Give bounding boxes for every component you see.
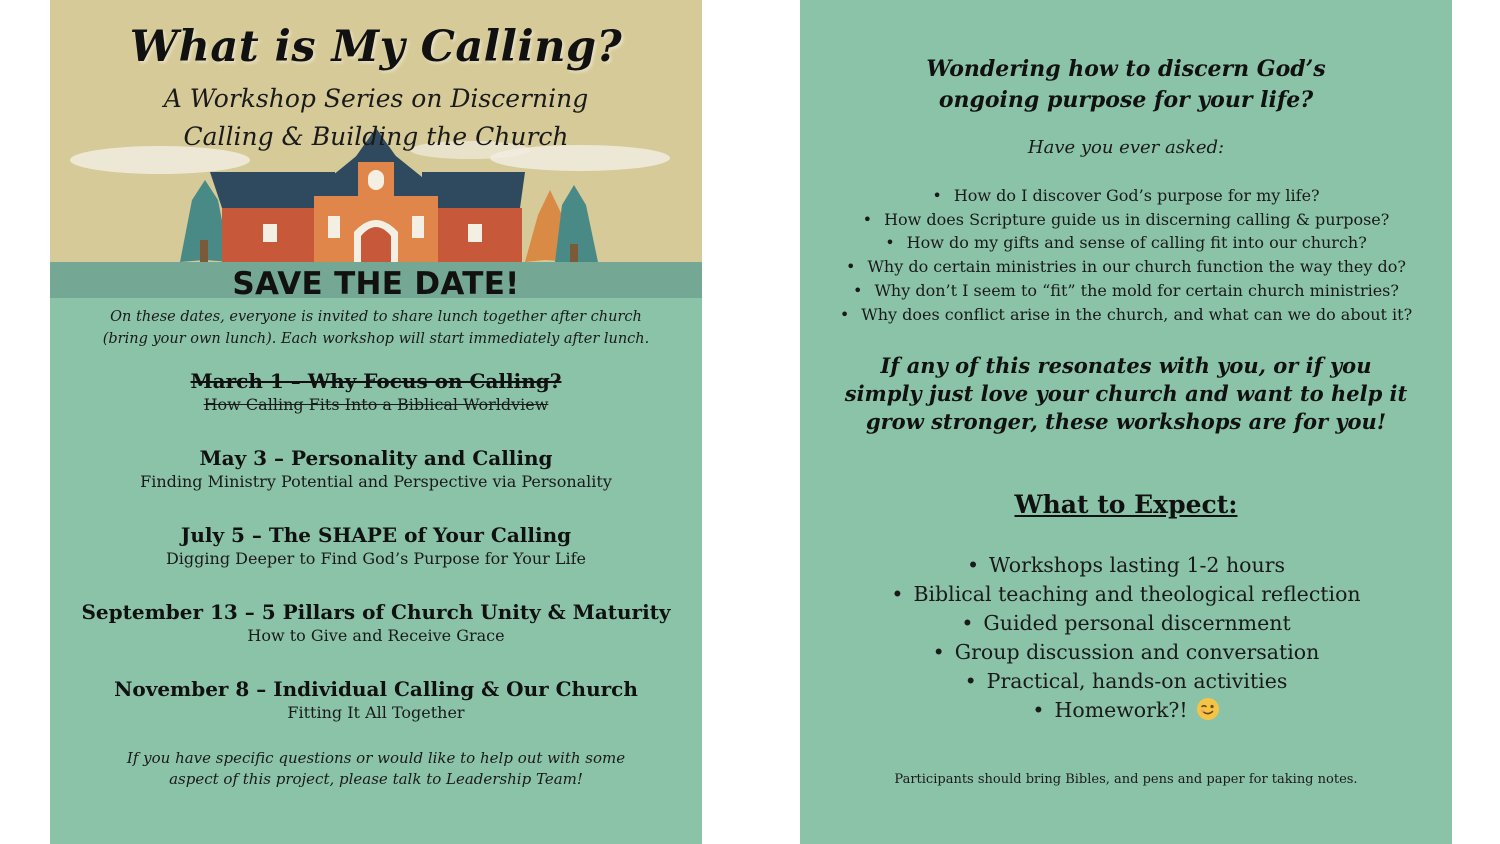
event-item <box>50 676 702 724</box>
back-heading-line1: Wondering how to discern God’s <box>926 56 1326 82</box>
save-the-date-heading: SAVE THE DATE! <box>232 266 520 302</box>
event-item <box>50 445 702 493</box>
event-title: May 3 – Personality and Calling <box>199 446 553 470</box>
event-title: September 13 – 5 Pillars of Church Unity & Maturity <box>81 600 671 624</box>
intro-text: On these dates, everyone is invited to share lunch together after church (bring your own lunch). Each workshop will start immediately after lunch. <box>102 309 650 347</box>
flyer-subtitle-line2: Calling & Building the Church <box>183 122 569 151</box>
list-item: • How do my gifts and sense of calling fit into our church? <box>800 231 1452 255</box>
event-title: November 8 – Individual Calling & Our Church <box>114 677 638 701</box>
flyer-front <box>50 0 702 844</box>
list-item-homework <box>800 696 1452 725</box>
contact-note: If you have specific questions or would like to help out with some aspect of this project, please talk to Leadership Team! <box>126 749 626 788</box>
list-item: • Group discussion and conversation <box>800 638 1452 667</box>
list-item: • Why don’t I seem to “fit” the mold for certain church ministries? <box>800 279 1452 303</box>
list-item: • Why do certain ministries in our church function the way they do? <box>800 255 1452 279</box>
winking-face-icon <box>1196 697 1220 721</box>
event-title: July 5 – The SHAPE of Your Calling <box>180 523 572 547</box>
list-item: • How does Scripture guide us in discerning calling & purpose? <box>800 208 1452 232</box>
questions-list <box>800 184 1452 326</box>
list-item: • How do I discover God’s purpose for my life? <box>800 184 1452 208</box>
event-title: March 1 – Why Focus on Calling? <box>190 369 562 393</box>
event-subtitle: Fitting It All Together <box>287 703 465 722</box>
event-subtitle: Finding Ministry Potential and Perspective via Personality <box>140 472 612 491</box>
list-item: • Guided personal discernment <box>800 609 1452 638</box>
have-you-asked: Have you ever asked: <box>1027 137 1225 158</box>
flyer-subtitle-line1: A Workshop Series on Discerning <box>163 84 589 113</box>
callout-text: If any of this resonates with you, or if you simply just love your church and want to help it grow stronger, these workshops are for you! <box>844 353 1408 434</box>
flyer-title: What is My Calling? <box>129 22 623 72</box>
list-item: • Why does conflict arise in the church, and what can we do about it? <box>800 303 1452 327</box>
expectations-list <box>800 551 1452 725</box>
back-heading <box>800 54 1452 116</box>
homework-label: Homework?! <box>1054 698 1188 722</box>
list-item: • Biblical teaching and theological reflection <box>800 580 1452 609</box>
event-item <box>50 599 702 647</box>
event-item <box>50 522 702 570</box>
event-subtitle: Digging Deeper to Find God’s Purpose for Your Life <box>165 549 587 568</box>
what-to-expect-heading: What to Expect: <box>1014 490 1238 519</box>
supplies-footnote: Participants should bring Bibles, and pens and paper for taking notes. <box>894 772 1358 787</box>
flyer-back <box>800 0 1452 844</box>
event-subtitle: How Calling Fits Into a Biblical Worldview <box>203 395 549 414</box>
event-item <box>50 368 702 416</box>
event-subtitle: How to Give and Receive Grace <box>247 626 505 645</box>
back-heading-line2: ongoing purpose for your life? <box>938 87 1314 113</box>
list-item: • Workshops lasting 1-2 hours <box>800 551 1452 580</box>
list-item: • Practical, hands-on activities <box>800 667 1452 696</box>
